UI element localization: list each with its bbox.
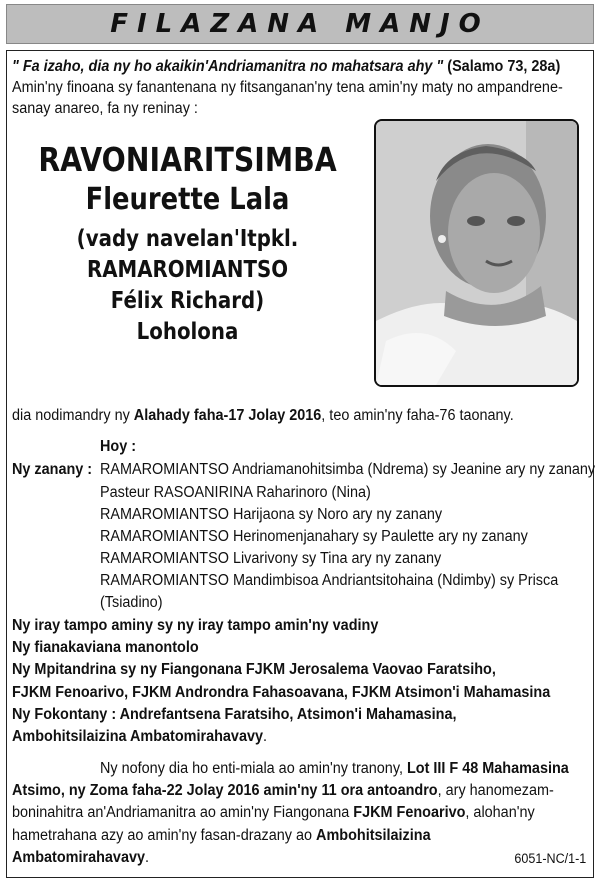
- intro-quote-line: [12, 57, 560, 77]
- deceased-status: Loholona: [136, 319, 239, 345]
- burial-line-3-text: boninahitra an'Andriamanitra ao amin'ny Fiangonana: [12, 804, 354, 821]
- child-row: RAMAROMIANTSO Herinomenjanahary sy Paulette ary ny zanany: [100, 528, 528, 545]
- group-line-5: Ny Fokontany : Andrefantsena Faratsiho, Atsimon'i Mahamasina,: [12, 706, 457, 723]
- bible-quote: " Fa izaho, dia ny ho akaikin'Andriamanitra no mahatsara ahy ": [12, 58, 444, 75]
- group-line-1: Ny iray tampo aminy sy ny iray tampo amin'ny vadiny: [12, 617, 379, 634]
- group-line-4: FJKM Fenoarivo, FJKM Androndra Fahasoavana, FJKM Atsimon'i Mahamasina: [12, 684, 551, 701]
- burial-church: FJKM Fenoarivo: [353, 804, 466, 821]
- child-row: Pasteur RASOANIRINA Raharinoro (Nina): [100, 484, 371, 501]
- burial-place: Ambohitsilaizina: [316, 827, 431, 844]
- child-row: RAMAROMIANTSO Livarivony sy Tina ary ny zanany: [100, 550, 442, 567]
- deceased-surname: RAVONIARITSIMBA: [38, 140, 337, 179]
- deceased-firstname: Fleurette Lala: [85, 182, 290, 217]
- child-row: RAMAROMIANTSO Harijaona sy Noro ary ny zanany: [100, 506, 443, 523]
- spouse-line-1: (vady navelan'Itpkl.: [76, 226, 299, 252]
- burial-line-4: [12, 826, 431, 846]
- child-row: RAMAROMIANTSO Mandimbisoa Andriantsitohaina (Ndimby) sy Prisca: [100, 572, 559, 589]
- child-row: RAMAROMIANTSO Andriamanohitsimba (Ndrema) sy Jeanine ary ny zanany: [100, 461, 596, 478]
- child-row: (Tsiadino): [100, 594, 163, 611]
- group-line-6-end: .: [262, 728, 268, 745]
- deceased-photo: [374, 119, 579, 387]
- burial-line-2: [12, 781, 554, 801]
- group-line-6-text: Ambohitsilaizina Ambatomirahavavy: [12, 728, 263, 745]
- burial-line-4-text: hametrahana azy ao amin'ny fasan-drazany ao: [12, 827, 317, 844]
- burial-line-3-end: , alohan'ny: [465, 804, 535, 821]
- notice-reference: 6051-NC/1-1: [514, 851, 586, 866]
- bible-reference: (Salamo 73, 28a): [447, 58, 561, 75]
- burial-line-3: [12, 803, 535, 823]
- intro-line-1: Amin'ny finoana sy fanantenana ny fitsanganan'ny tena amin'ny maty no ampandrene-: [12, 79, 563, 96]
- burial-date-time: Atsimo, ny Zoma faha-22 Jolay 2016 amin'ny 11 ora antoandro: [12, 782, 438, 799]
- burial-place-2: Ambatomirahavavy: [12, 849, 146, 866]
- burial-address: Lot III F 48 Mahamasina: [406, 760, 569, 777]
- portrait-image: [376, 121, 577, 385]
- burial-line-5: [12, 848, 149, 868]
- burial-line-5-end: .: [145, 849, 150, 866]
- spouse-line-2: RAMAROMIANTSO: [86, 257, 289, 283]
- burial-line-2-text: , ary hanomezam-: [437, 782, 554, 799]
- deceased-name-block: [10, 140, 365, 348]
- death-prefix: dia nodimandry ny: [12, 407, 134, 424]
- notice-header: FILAZANA MANJO: [6, 4, 594, 44]
- intro-line-2: sanay anareo, fa ny reninay :: [12, 100, 198, 117]
- death-date: Alahady faha-17 Jolay 2016: [133, 407, 322, 424]
- burial-line-1-text: Ny nofony dia ho enti-miala ao amin'ny tranony,: [100, 760, 407, 777]
- burial-line-1: [100, 759, 569, 779]
- group-line-6: [12, 727, 267, 747]
- spouse-line-3: Félix Richard): [110, 288, 265, 314]
- group-line-2: Ny fianakaviana manontolo: [12, 639, 199, 656]
- death-suffix: , teo amin'ny faha-76 taonany.: [321, 407, 514, 424]
- hoy-label: Hoy :: [100, 438, 137, 455]
- death-line: [12, 406, 514, 426]
- children-label: Ny zanany :: [12, 461, 93, 478]
- group-line-3: Ny Mpitandrina sy ny Fiangonana FJKM Jerosalema Vaovao Faratsiho,: [12, 661, 496, 678]
